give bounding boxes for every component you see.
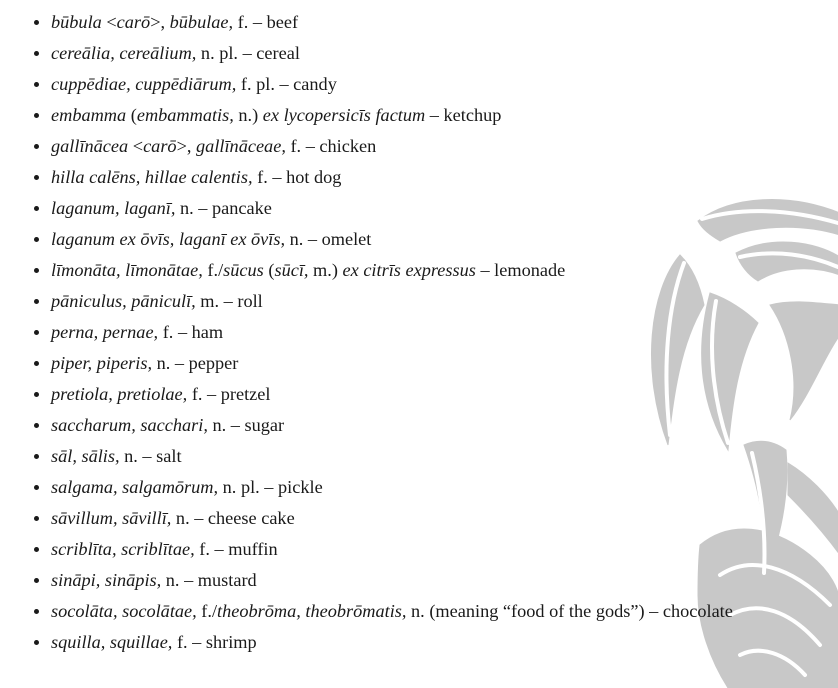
glossary-entry [34,596,838,627]
glossary-entry [34,38,838,69]
entry-text: n. – omelet [285,229,372,249]
latin-term: piper, piperis, [51,353,153,373]
glossary-entry [34,162,838,193]
entry-text: n. – mustard [161,570,257,590]
latin-term: sūcus [223,260,264,280]
glossary-list [34,7,838,658]
entry-text: f./ [202,260,224,280]
latin-term: socolāta, socolātae, [51,601,197,621]
latin-term: sūcī, [274,260,309,280]
latin-term: būbulae, [169,12,234,32]
glossary-entry [34,224,838,255]
latin-term: carō [143,136,177,156]
entry-text: n. – pepper [152,353,239,373]
glossary-entry [34,379,838,410]
latin-term: laganum, laganī, [51,198,176,218]
entry-text: f. – shrimp [172,632,257,652]
entry-text: < [106,12,117,32]
latin-term: gallīnācea [51,136,133,156]
glossary-entry [34,131,838,162]
latin-term: carō [116,12,151,32]
entry-text: – ketchup [425,105,502,125]
entry-text: f. – muffin [194,539,278,559]
entry-text: f. – beef [233,12,299,32]
entry-text: n. (meaning “food of the gods”) – chocolate [406,601,733,621]
glossary-entry [34,7,838,38]
glossary-entry [34,255,838,286]
latin-term: salgama, salgamōrum, [51,477,219,497]
latin-term: theobrōma, theobrōmatis, [217,601,407,621]
entry-text: >, [150,12,170,32]
entry-text: n. – pancake [175,198,272,218]
latin-term: cuppēdiae, cuppēdiārum, [51,74,237,94]
entry-text: n.) [233,105,263,125]
latin-term: scriblīta, scriblītae, [51,539,195,559]
latin-term: pāniculus, pāniculī, [51,291,196,311]
entry-text: f./ [196,601,218,621]
entry-text: n. pl. – pickle [218,477,323,497]
glossary-entry [34,69,838,100]
latin-term: embamma [51,105,127,125]
entry-text: m. – roll [195,291,263,311]
glossary-entry [34,534,838,565]
entry-text: – lemonade [475,260,566,280]
entry-text: n. – cheese cake [171,508,295,528]
entry-text: f. – pretzel [187,384,271,404]
entry-text: n. – salt [119,446,182,466]
glossary-entry [34,317,838,348]
entry-text: n. pl. – cereal [196,43,300,63]
latin-term: perna, pernae, [51,322,159,342]
glossary-entry [34,503,838,534]
entry-text: ( [126,105,137,125]
latin-term: sināpi, sināpis, [51,570,162,590]
glossary-entry [34,348,838,379]
latin-term: sāvillum, sāvillī, [51,508,172,528]
latin-term: līmonāta, līmonātae, [51,260,203,280]
glossary-entry [34,410,838,441]
entry-text: >, [176,136,197,156]
latin-term: būbula [51,12,107,32]
entry-text: < [132,136,144,156]
entry-text: n. – sugar [207,415,285,435]
glossary-entry [34,286,838,317]
latin-term: hilla calēns, hillae calentis, [51,167,253,187]
glossary-entry [34,441,838,472]
latin-term: saccharum, sacchari, [51,415,208,435]
latin-term: gallīnāceae, [196,136,286,156]
glossary-entry [34,627,838,658]
latin-term: laganum ex ōvīs, laganī ex ōvīs, [51,229,286,249]
latin-term: cereālia, cereālium, [51,43,197,63]
glossary-entry [34,472,838,503]
latin-term: pretiola, pretiolae, [51,384,188,404]
entry-text: m.) [308,260,343,280]
latin-term: sāl, sālis, [51,446,120,466]
latin-term: squilla, squillae, [51,632,173,652]
glossary-entry [34,565,838,596]
latin-term: ex lycopersicīs factum [262,105,426,125]
entry-text: f. – chicken [285,136,377,156]
latin-term: embammatis, [136,105,234,125]
entry-text: f. – hot dog [252,167,342,187]
latin-term: ex citrīs expressus [342,260,476,280]
glossary-entry [34,100,838,131]
entry-text: f. – ham [158,322,224,342]
glossary-entry [34,193,838,224]
entry-text: f. pl. – candy [236,74,337,94]
entry-text: ( [263,260,275,280]
